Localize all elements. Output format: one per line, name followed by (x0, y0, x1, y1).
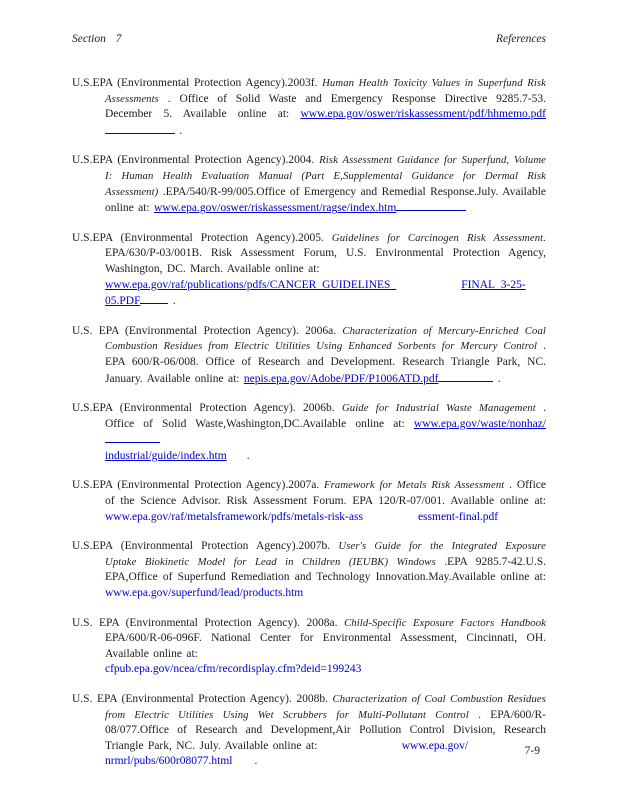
reference-link[interactable]: industrial/guide/index.htm (105, 449, 227, 462)
reference-link[interactable]: nrmrl/pubs/600r08077.html (105, 755, 233, 768)
reference-text: EPA/600/R-06-096F. National Center for Environmental Assessment, Cincinnati, OH. Available online at: (105, 632, 546, 660)
reference-title: Framework for Metals Risk Assessment (323, 479, 505, 492)
reference-entry (72, 692, 546, 770)
reference-text: EPA/630/P-03/001B. Risk Assessment Forum, U.S. Environmental Protection Agency, Washington, DC. March. Available online at: (105, 247, 546, 275)
reference-link[interactable]: www.epa.gov/superfund/lead/products.htm (105, 587, 304, 600)
reference-text: . Office of Solid Waste,Washington,DC.Available online at: (105, 402, 547, 430)
reference-link[interactable]: www.epa.gov/oswer/riskassessment/pdf/hhmemo.pdf (300, 108, 546, 121)
reference-text: U.S. EPA (Environmental Protection Agency). 2006a. (72, 324, 343, 337)
reference-title: Characterization of Coal Combustion Residues from Electric Utilities Using Wet Scrubbers for Multi-Pollutant Control (105, 693, 546, 721)
reference-text: U.S.EPA (Environmental Protection Agency). 2006b. (72, 402, 342, 415)
reference-title: User's Guide for the Integrated Exposure Uptake Biokinetic Model for Lead in Children (IEUBK) Windows (105, 540, 547, 568)
underline-leader (396, 200, 466, 211)
reference-entry (72, 616, 546, 678)
reference-link[interactable]: www.epa.gov/waste/nonhaz/ (413, 417, 546, 430)
references-list (72, 76, 546, 784)
reference-text: U.S.EPA (Environmental Protection Agency).2003f. (72, 77, 323, 89)
reference-text: U.S. EPA (Environmental Protection Agency). 2008b. (72, 693, 333, 705)
reference-text: U.S. EPA (Environmental Protection Agency). 2008a. (72, 616, 345, 629)
underline-leader (438, 371, 493, 382)
reference-title: Child-Specific Exposure Factors Handbook (344, 616, 546, 629)
reference-text: . (254, 755, 258, 768)
reference-text: .EPA 9285.7-42.U.S. EPA,Office of Superfund Remediation and Technology Innovation.May.Available online at: (105, 555, 546, 584)
reference-link[interactable]: www.epa.gov/raf/publications/pdfs/CANCER_GUIDELINES_ (105, 278, 397, 291)
reference-text: . EPA/600/R-08/077.Office of Research and Development,Air Pollution Control Division, Research Triangle Park, NC. July. Available online at: (105, 708, 547, 752)
reference-title: Risk Assessment Guidance for Superfund, Volume I: Human Health Evaluation Manual (Part E,Supplemental Guidance for Dermal Risk Assessment) (105, 154, 546, 198)
reference-text: . (175, 124, 183, 137)
reference-entry (72, 324, 546, 387)
reference-entry (72, 153, 546, 216)
section-label: Section 7 (72, 33, 122, 45)
reference-entry (72, 539, 546, 601)
underline-leader (105, 123, 175, 134)
reference-text: . (246, 449, 250, 462)
reference-entry (72, 401, 546, 464)
reference-text: . (168, 295, 176, 308)
reference-text: U.S.EPA (Environmental Protection Agency).2005. (72, 231, 332, 244)
reference-title: Human Health Toxicity Values in Superfund Risk Assessments (105, 77, 546, 105)
reference-link[interactable]: FINAL_3-25-05.PDF (105, 278, 526, 308)
reference-text: . EPA 600/R-06/008. Office of Research and Development. Research Triangle Park, NC. January. Available online at: (105, 340, 546, 385)
underline-leader (105, 432, 160, 443)
reference-link[interactable]: nepis.epa.gov/Adobe/PDF/P1006ATD.pdf (243, 372, 439, 385)
reference-link[interactable]: cfpub.epa.gov/ncea/cfm/recordisplay.cfm?deid=199243 (105, 663, 362, 676)
reference-title: Characterization of Mercury-Enriched Coal Combustion Residues from Electric Utilities Using Enhanced Sorbents for Mercury Control (105, 324, 546, 353)
reference-link[interactable]: www.epa.gov/ (401, 739, 469, 752)
reference-title: Guidelines for Carcinogen Risk Assessment. (331, 231, 546, 244)
reference-text: U.S.EPA (Environmental Protection Agency).2004. (72, 154, 320, 167)
reference-text: U.S.EPA (Environmental Protection Agency).2007a. (72, 479, 324, 492)
reference-text: . Office of the Science Advisor. Risk Assessment Forum. EPA 120/R-07/001. Available online at: (105, 479, 546, 508)
reference-text: . Office of Solid Waste and Emergency Response Directive 9285.7-53. December 5. Available online at: (105, 92, 546, 121)
reference-entry (72, 231, 546, 310)
reference-link[interactable]: www.epa.gov/raf/metalsframework/pdfs/metals-risk-ass (105, 510, 363, 523)
page-number: 7-9 (524, 745, 540, 757)
underline-leader (140, 293, 168, 304)
reference-entry (72, 76, 546, 139)
references-label: References (495, 33, 546, 45)
reference-entry (72, 478, 546, 525)
reference-link[interactable]: essment-final.pdf (417, 510, 499, 523)
reference-text: . (493, 372, 501, 385)
page-header (72, 33, 546, 45)
reference-title: Guide for Industrial Waste Management (341, 402, 536, 415)
reference-text: .EPA/540/R-99/005.Office of Emergency and Remedial Response.July. Available online at: (105, 185, 546, 215)
reference-link[interactable]: www.epa.gov/oswer/riskassessment/ragse/index.htm (154, 202, 397, 215)
reference-text: U.S.EPA (Environmental Protection Agency).2007b. (72, 540, 339, 553)
